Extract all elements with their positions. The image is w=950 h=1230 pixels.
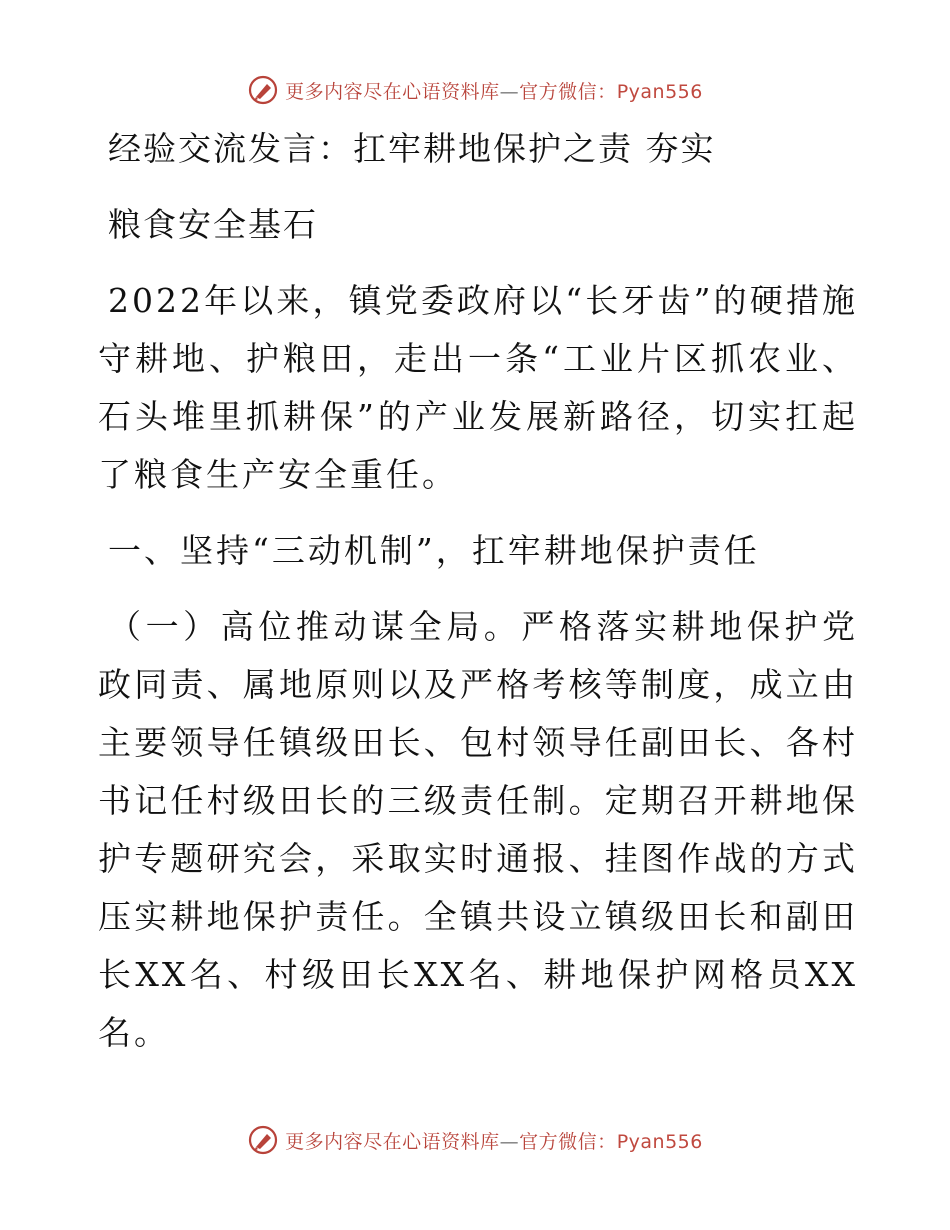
section-heading: 一、坚持“三动机制”，扛牢耕地保护责任 bbox=[108, 531, 760, 570]
fountain-pen-circle-icon bbox=[247, 1124, 279, 1156]
section-paragraph: （一）高位推动谋全局。严格落实耕地保护党政同责、属地原则以及严格考核等制度，成立由主要领导任镇级田长、包村领导任副田长、各村书记任村级田长的三级责任制。定期召开耕地保护专题研究会，采取实时通报、挂图作战的方式压实耕地保护责任。全镇共设立镇级田长和副田长XX名、村级田长XX名、耕地保护网格员XX名。 bbox=[98, 607, 858, 1052]
footer-watermark bbox=[0, 1124, 950, 1156]
watermark-text: 更多内容尽在心语资料库—官方微信：Pyan556 bbox=[285, 1130, 703, 1153]
document-title-line2: 粮食安全基石 bbox=[108, 205, 318, 244]
fountain-pen-circle-icon bbox=[247, 74, 279, 106]
document-body bbox=[98, 120, 858, 1062]
document-title-line1: 经验交流发言：扛牢耕地保护之责 夯实 bbox=[108, 129, 716, 168]
intro-paragraph: 2022年以来，镇党委政府以“长牙齿”的硬措施守耕地、护粮田，走出一条“工业片区抓农业、石头堆里抓耕保”的产业发展新路径，切实扛起了粮食生产安全重任。 bbox=[98, 281, 858, 494]
header-watermark bbox=[0, 74, 950, 106]
watermark-text: 更多内容尽在心语资料库—官方微信：Pyan556 bbox=[285, 80, 703, 103]
